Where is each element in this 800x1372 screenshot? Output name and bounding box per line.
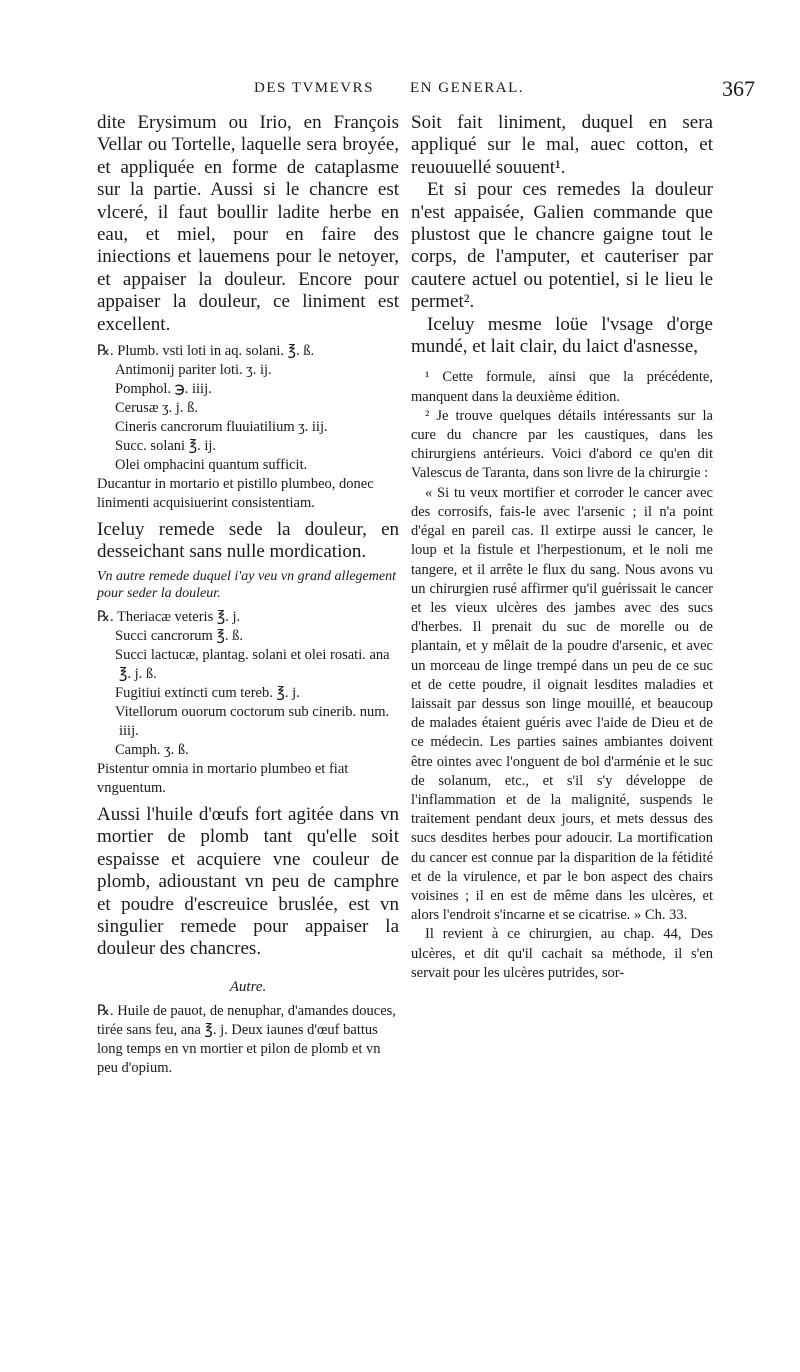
recipe-1 (97, 342, 399, 513)
recipe-2-line: Succi lactucæ, plantag. solani et olei rosati. ana ℥. j. ß. (115, 646, 390, 682)
left-paragraph-1: dite Erysimum ou Irio, en François Vellar ou Tortelle, laquelle sera broyée, et appliquée en forme de cataplasme sur la partie. Aussi si le chancre est vlceré, il faut boullir ladite herbe en eau, et miel, pour en faire des iniections et lauemens pour le netoyer, et appaiser la douleur. Encore pour appaiser la douleur, ce liniment est excellent. (97, 112, 399, 335)
header-right-text: EN GENERAL. (410, 80, 524, 96)
recipe-2-line: Fugitiui extincti cum tereb. ℥. j. (115, 684, 300, 701)
recipe-1-line: Olei omphacini quantum sufficit. (115, 457, 308, 474)
right-column (411, 112, 713, 983)
left-paragraph-3: Aussi l'huile d'œufs fort agitée dans vn mortier de plomb tant qu'elle soit espaisse et acquiere vne couleur de plomb, adioustant vn peu de camphre et poudre d'escreuice bruslée, est vn singulier remede pour appaiser la douleur des chancres. (97, 803, 399, 960)
recipe-1-line: Antimonij pariter loti. ʒ. ij. (115, 362, 272, 379)
recipe-1-line: ℞. Plumb. vsti loti in aq. solani. ℥. ß. (97, 343, 315, 360)
right-paragraph-3: Iceluy mesme loüe l'vsage d'orge mundé, et lait clair, du laict d'asnesse, (411, 313, 713, 358)
recipe-1-line: Cineris cancrorum fluuiatilium ʒ. iij. (115, 419, 328, 436)
footnotes (411, 368, 713, 983)
recipe-1-line: Pomphol. ℈. iiij. (115, 381, 212, 398)
footnote: ² Je trouve quelques détails intéressants sur la cure du chancre par les caustiques, dans les chirurgiens antérieurs. Voici d'abord ce qu'en dit Valescus de Taranta, dans son livre de la chirurgie : (411, 407, 713, 482)
left-paragraph-2: Iceluy remede sede la douleur, en desseichant sans nulle mordication. (97, 519, 399, 563)
right-paragraph-2: Et si pour ces remedes la douleur n'est appaisée, Galien commande que plustost que le chancre gaigne tout le corps, de l'amputer, et cauteriser par cautere actuel ou potentiel, si le lieu le permet². (411, 179, 713, 313)
page-number: 367 (722, 76, 755, 101)
recipe-2-line: Camph. ʒ. ß. (115, 741, 189, 758)
recipe-1-line: Succ. solani ℥. ij. (115, 438, 217, 455)
remedy-note: Vn autre remede duquel i'ay veu vn grand allegement pour seder la douleur. (97, 568, 396, 601)
footnote: ¹ Cette formule, ainsi que la précédente, manquent dans la deuxième édition. (411, 369, 713, 405)
autre-heading: Autre. (229, 978, 267, 995)
recipe-2-line: Pistentur omnia in mortario plumbeo et fiat vnguentum. (97, 760, 349, 796)
footnote: « Si tu veux mortifier et corroder le cancer avec des corrosifs, fais-le avec l'arsenic ; il n'a point d'égal en pareil cas. Il extirpe aussi le cancer, le loup et la fistule et l'herpestionum, et le noli me tangere, et il arrête le flux du sang. Nous avons vu un chirurgien rusé affirmer qu'il guérissait le cancer et les vieux ulcères des jambes avec des sucs d'herbes. Il prenait du suc de morelle ou de plantain, et y mêlait de la poudre d'arsenic, et avec un morceau de linge trempé dans un peu de ce suc et de cette poudre, il oignait lesdites maladies et laissait par dessus son linge mouillé, et beaucoup de malades étaient guéris avec l'aide de Dieu et de ce médecin. Les parties saines ambiantes doivent être ointes avec l'onguent de bol d'arménie et le suc de solanum, etc., et s'il s'y développe de l'inflammation et de la malignité, suspends le traitement pendant deux jours, et mets dessus des sucs desdites herbes pour adoucir. La mortification du cancer est connue par la disparition de la fétidité et de la virulence, et par le bon aspect des chairs voisines ; il en est de même dans les ulcères, et alors l'endroit s'incarne et se cicatrise. » Ch. 33. (411, 484, 713, 924)
recipe-3: ℞. Huile de pauot, de nenuphar, d'amandes douces, tirée sans feu, ana ℥. j. Deux iaunes d'œuf battus long temps en vn mortier et pilon de plomb et vn peu d'opium. (97, 1002, 396, 1076)
footnote: Il revient à ce chirurgien, au chap. 44, Des ulcères, et dit qu'il cachait sa méthode, il s'en servait pour les ulcères putrides, sor- (411, 926, 713, 981)
recipe-2 (97, 608, 399, 798)
recipe-2-line: Succi cancrorum ℥. ß. (115, 627, 243, 644)
header-left-text: DES TVMEVRS (254, 80, 374, 96)
recipe-2-line: Vitellorum ouorum coctorum sub cinerib. num. iiij. (115, 703, 390, 739)
recipe-1-line: Cerusæ ʒ. j. ß. (115, 400, 198, 417)
right-paragraph-1: Soit fait liniment, duquel en sera appliqué sur le mal, auec cotton, et reuouuellé souuent¹. (411, 112, 713, 178)
left-column (97, 112, 399, 1084)
running-header (0, 76, 800, 102)
recipe-1-line: Ducantur in mortario et pistillo plumbeo, donec linimenti acquisiuerint consistentiam. (97, 476, 374, 512)
recipe-2-line: ℞. Theriacæ veteris ℥. j. (97, 608, 241, 625)
